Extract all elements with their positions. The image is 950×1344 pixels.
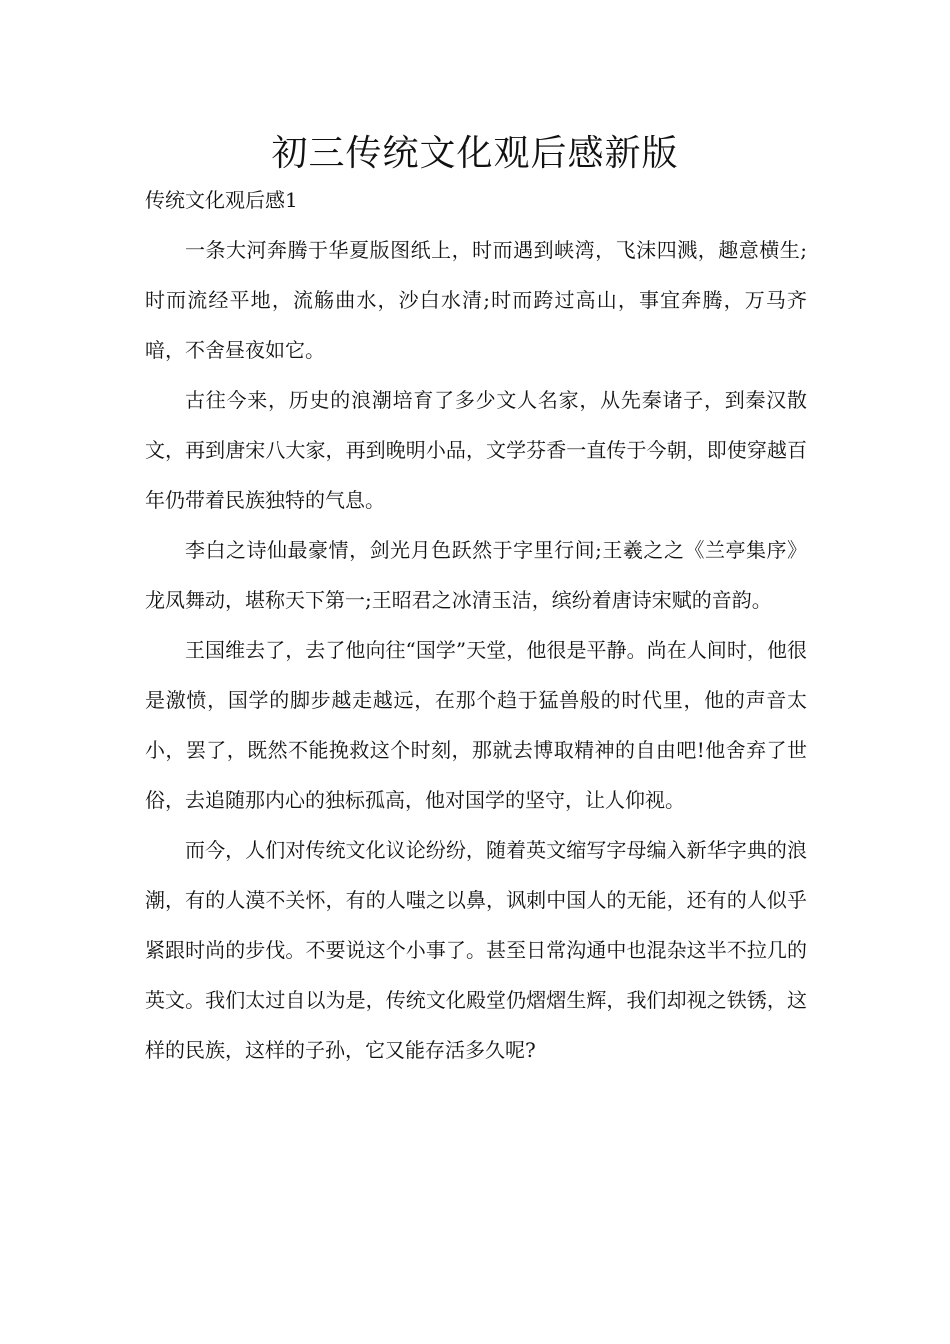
- document-title: 初三传统文化观后感新版: [271, 133, 679, 174]
- section-subtitle: 传统文化观后感1: [145, 188, 298, 212]
- paragraph-5: 而今，人们对传统文化议论纷纷，随着英文缩写字母编入新华字典的浪潮，有的人漠不关怀，有的人嗤之以鼻，讽刺中国人的无能，还有的人似乎紧跟时尚的步伐。不要说这个小事了。甚至日常沟通中也混杂这半不拉几的英文。我们太过自以为是，传统文化殿堂仍熠熠生辉，我们却视之铁锈，这样的民族，这样的子孙，它又能存活多久呢?: [145, 838, 807, 1062]
- paragraph-4: 王国维去了，去了他向往“国学”天堂，他很是平静。尚在人间时，他很是激愤，国学的脚步越走越远，在那个趋于猛兽般的时代里，他的声音太小，罢了，既然不能挽救这个时刻，那就去博取精神的自由吧!他舍弃了世俗，去追随那内心的独标孤高，他对国学的坚守，让人仰视。: [145, 638, 807, 812]
- paragraph-1: 一条大河奔腾于华夏版图纸上，时而遇到峡湾，飞沫四溅，趣意横生;时而流经平地，流觞曲水，沙白水清;时而跨过高山，事宜奔腾，万马齐喑，不舍昼夜如它。: [145, 238, 807, 362]
- document-body: [145, 225, 807, 1075]
- paragraph-2: 古往今来，历史的浪潮培育了多少文人名家，从先秦诸子，到秦汉散文，再到唐宋八大家，再到晚明小品，文学芬香一直传于今朝，即使穿越百年仍带着民族独特的气息。: [145, 388, 807, 512]
- paragraph-3: 李白之诗仙最豪情，剑光月色跃然于字里行间;王羲之之《兰亭集序》龙凤舞动，堪称天下第一;王昭君之冰清玉洁，缤纷着唐诗宋赋的音韵。: [145, 538, 807, 612]
